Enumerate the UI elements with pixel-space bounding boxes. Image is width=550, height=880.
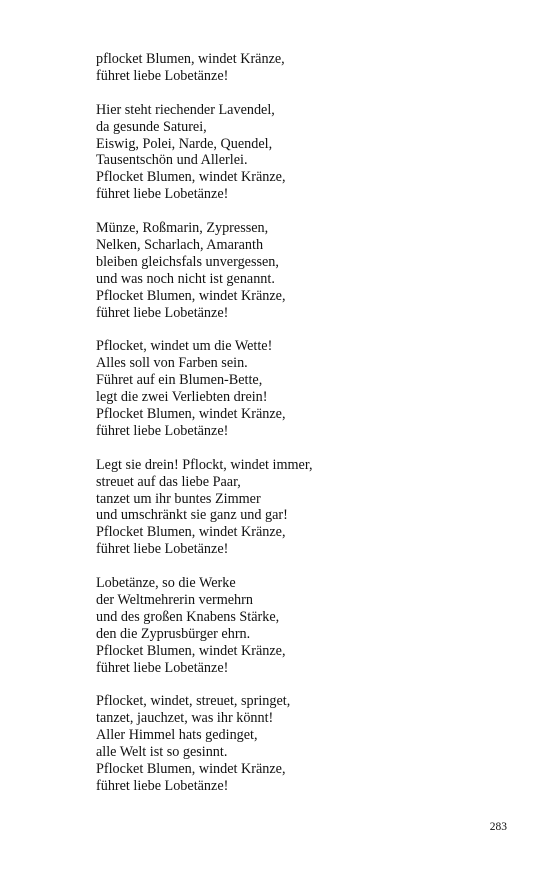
verse-line: Münze, Roßmarin, Zypressen, [96,220,269,237]
verse-line: und des großen Knabens Stärke, [96,608,280,625]
verse-line: Pflocket Blumen, windet Kränze, [96,169,286,186]
verse-line: Pflocket, windet um die Wette! [96,338,273,355]
verse-line: Pflocket Blumen, windet Kränze, [96,405,286,422]
poem-text [96,51,496,795]
verse-line: streuet auf das liebe Paar, [96,473,241,490]
verse-line: führet liebe Lobetänze! [96,304,229,321]
verse-line: Hier steht riechender Lavendel, [96,101,275,118]
verse-line: bleiben gleichsfals unvergessen, [96,253,279,270]
verse-line: und umschränkt sie ganz und gar! [96,507,288,524]
verse-line: tanzet um ihr buntes Zimmer [96,490,261,507]
verse-line: und was noch nicht ist genannt. [96,270,275,287]
verse-line: Aller Himmel hats gedinget, [96,727,258,744]
verse-line: alle Welt ist so gesinnt. [96,744,228,761]
verse-line: der Weltmehrerin vermehrn [96,591,253,608]
page-number: 283 [489,821,507,833]
verse-line: führet liebe Lobetänze! [96,67,229,84]
verse-line: Alles soll von Farben sein. [96,355,248,372]
verse-line: Pflocket Blumen, windet Kränze, [96,642,286,659]
stanza [96,220,496,321]
stanza [96,338,496,439]
verse-line: führet liebe Lobetänze! [96,777,229,794]
verse-line: tanzet, jauchzet, was ihr könnt! [96,710,274,727]
verse-line: Legt sie drein! Pflockt, windet immer, [96,456,313,473]
verse-line: pflocket Blumen, windet Kränze, [96,51,285,67]
verse-line: führet liebe Lobetänze! [96,659,229,676]
verse-line: Pflocket Blumen, windet Kränze, [96,287,286,304]
verse-line: Eiswig, Polei, Narde, Quendel, [96,135,273,152]
stanza [96,51,496,85]
stanza [96,102,496,203]
verse-line: da gesunde Saturei, [96,118,207,135]
stanza [96,575,496,676]
verse-line: Führet auf ein Blumen-Bette, [96,372,263,389]
verse-line: legt die zwei Verliebten drein! [96,389,268,406]
verse-line: führet liebe Lobetänze! [96,541,229,558]
stanza [96,693,496,794]
verse-line: führet liebe Lobetänze! [96,186,229,203]
verse-line: Pflocket Blumen, windet Kränze, [96,524,286,541]
verse-line: Tausentschön und Allerlei. [96,152,248,169]
verse-line: den die Zyprusbürger ehrn. [96,625,251,642]
verse-line: Lobetänze, so die Werke [96,575,236,592]
verse-line: Nelken, Scharlach, Amaranth [96,236,264,253]
verse-line: führet liebe Lobetänze! [96,422,229,439]
verse-line: Pflocket, windet, streuet, springet, [96,693,291,710]
stanza [96,457,496,558]
verse-line: Pflocket Blumen, windet Kränze, [96,760,286,777]
